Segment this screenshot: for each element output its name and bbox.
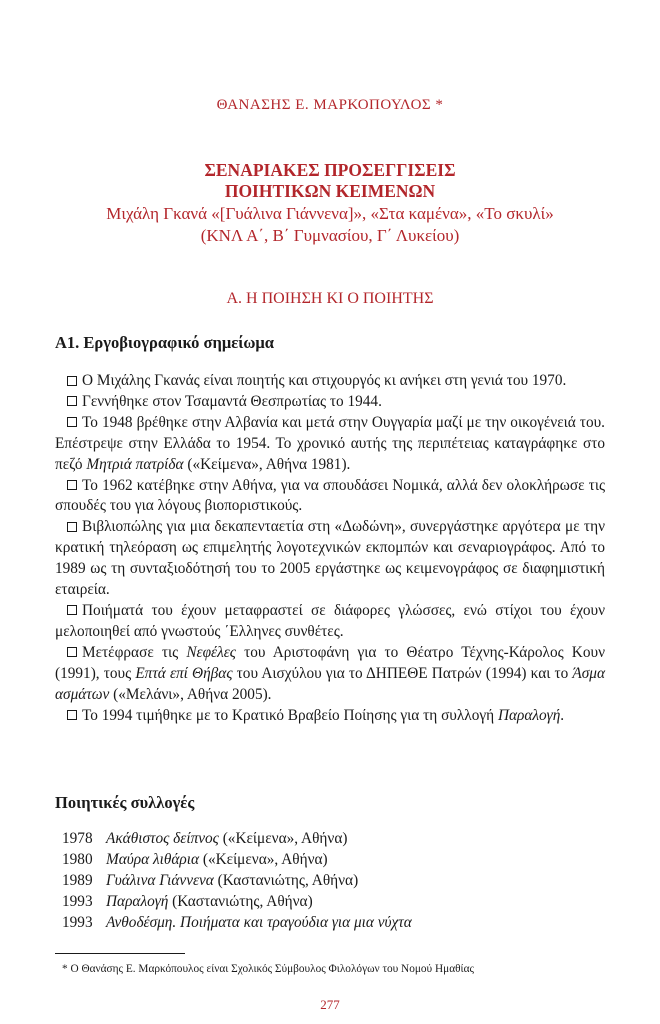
- article-title: [0, 160, 660, 202]
- section-heading: Α. Η ΠΟΙΗΣΗ ΚΙ Ο ΠΟΙΗΤΗΣ: [226, 290, 434, 307]
- subtitle-line-2: (ΚΝΛ Α΄, Β΄ Γυμνασίου, Γ΄ Λυκείου): [200, 226, 460, 245]
- checkbox-bullet-icon: [67, 710, 77, 720]
- list-item: 1993 Ανθοδέσμη. Ποιήματα και τραγούδια για μια νύχτα: [62, 913, 412, 931]
- checkbox-bullet-icon: [67, 605, 77, 615]
- bio-paragraph: Μετέφρασε τις Νεφέλες του Αριστοφάνη για το Θέατρο Τέχνης-Κάρολος Κουν (1991), τους Επτά επί Θήβας του Αισχύλου για το ΔΗΠΕΘΕ Πατρών (1994) και το Άσμα ασμάτων («Μελάνι», Αθήνα 2005).: [55, 643, 606, 703]
- bio-paragraph: Γεννήθηκε στον Τσαμαντά Θεσπρωτίας το 1944.: [55, 392, 605, 413]
- collections-list: [62, 829, 412, 934]
- bio-heading: Α1. Εργοβιογραφικό σημείωμα: [55, 333, 274, 352]
- list-item: 1980 Μαύρα λιθάρια («Κείμενα», Αθήνα): [62, 850, 328, 868]
- bio-body: [55, 371, 605, 726]
- bio-paragraph: Το 1994 τιμήθηκε με το Κρατικό Βραβείο Ποίησης για τη συλλογή Παραλογή.: [55, 706, 605, 727]
- bio-paragraph: Το 1948 βρέθηκε στην Αλβανία και μετά στην Ουγγαρία μαζί με την οικογένειά του. Επέστρεψε στην Ελλάδα το 1954. Το χρονικό αυτής της περιπέτειας καταγράφηκε στο πεζό Μητριά πατρίδα («Κείμενα», Αθήνα 1981).: [55, 413, 605, 473]
- title-line-2: ΠΟΙΗΤΙΚΩΝ ΚΕΙΜΕΝΩΝ: [224, 181, 436, 201]
- checkbox-bullet-icon: [67, 480, 77, 490]
- bio-paragraph: Το 1962 κατέβηκε στην Αθήνα, για να σπουδάσει Νομικά, αλλά δεν ολοκλήρωσε τις σπουδές του για λόγους βιοποριστικούς.: [55, 476, 605, 515]
- title-line-1: ΣΕΝΑΡΙΑΚΕΣ ΠΡΟΣΕΓΓΙΣΕΙΣ: [204, 160, 456, 180]
- checkbox-bullet-icon: [67, 396, 77, 406]
- footnote-divider: [55, 953, 185, 954]
- bio-paragraph: Ποιήματά του έχουν μεταφραστεί σε διάφορες γλώσσες, ενώ στίχοι του έχουν μελοποιηθεί από γνωστούς ΄Ελληνες συνθέτες.: [55, 601, 605, 640]
- checkbox-bullet-icon: [67, 647, 77, 657]
- list-item: 1993 Παραλογή (Καστανιώτης, Αθήνα): [62, 892, 313, 910]
- footnote: * Ο Θανάσης Ε. Μαρκόπουλος είναι Σχολικός Σύμβουλος Φιλολόγων του Νομού Ημαθίας: [62, 963, 474, 975]
- article-subtitle: [0, 203, 660, 247]
- checkbox-bullet-icon: [67, 522, 77, 532]
- bio-paragraph: Βιβλιοπώλης για μια δεκαπενταετία στη «Δωδώνη», συνεργάστηκε αργότερα με την κρατική τηλεόραση ως επιμελητής λογοτεχνικών εκπομπών και σεναριογράφος. Από το 1989 ως τη συνταξιοδότησή του το 2005 εργάστηκε ως κειμενογράφος σε διαφημιστική εταιρεία.: [55, 518, 605, 599]
- list-item: 1989 Γυάλινα Γιάννενα (Καστανιώτης, Αθήνα): [62, 871, 359, 889]
- collections-heading: Ποιητικές συλλογές: [55, 793, 195, 812]
- author-name: ΘΑΝΑΣΗΣ Ε. ΜΑΡΚΟΠΟΥΛΟΣ *: [216, 97, 444, 113]
- subtitle-line-1: Μιχάλη Γκανά «[Γυάλινα Γιάννενα]», «Στα καμένα», «Το σκυλί»: [106, 204, 554, 223]
- list-item: 1978 Ακάθιστος δείπνος («Κείμενα», Αθήνα): [62, 830, 348, 847]
- checkbox-bullet-icon: [67, 417, 77, 427]
- bio-paragraph: Ο Μιχάλης Γκανάς είναι ποιητής και στιχουργός κι ανήκει στη γενιά του 1970.: [55, 371, 605, 392]
- page-number: 277: [320, 997, 340, 1012]
- checkbox-bullet-icon: [67, 376, 77, 386]
